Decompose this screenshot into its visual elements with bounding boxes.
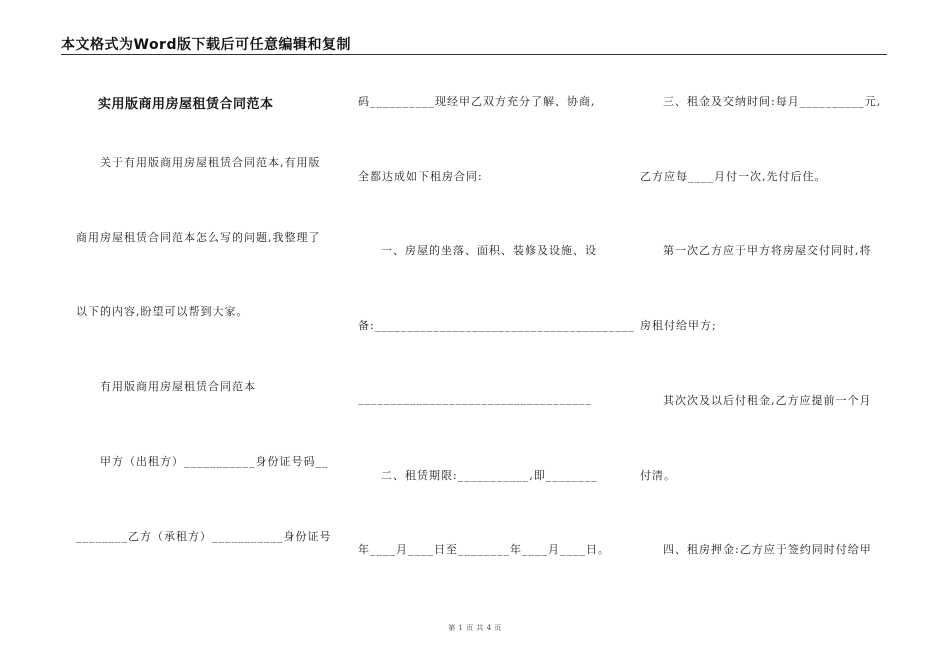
- paragraph-line: 第一次乙方应于甲方将房屋交付同时,将: [663, 244, 872, 257]
- paragraph-line: 其次次及以后付租金,乙方应提前一个月: [663, 394, 872, 407]
- paragraph-line: ____________________________________: [358, 392, 592, 405]
- paragraph-line: 一、房屋的坐落、面积、装修及设施、设: [381, 244, 597, 257]
- paragraph-line: 有用版商用房屋租赁合同范本: [100, 380, 256, 393]
- paragraph-line: 甲方（出租方）___________身份证号码__: [100, 455, 329, 468]
- paragraph-line: 三、租金及交纳时间:每月__________元,: [663, 95, 882, 108]
- paragraph-line: 以下的内容,盼望可以帮到大家。: [76, 305, 249, 318]
- paragraph-line: 二、租赁期限:___________,即________: [381, 469, 598, 482]
- paragraph-line: 年____月____日至________年____月____日。: [358, 543, 610, 556]
- paragraph-line: 码__________现经甲乙双方充分了解、协商,: [358, 95, 596, 108]
- document-title: 实用版商用房屋租赁合同范本: [98, 97, 274, 112]
- paragraph-line: 四、租房押金:乙方应于签约同时付给甲: [663, 543, 872, 556]
- paragraph-line: 备:________________________________________: [358, 319, 635, 332]
- header-notice: 本文格式为Word版下载后可任意编辑和复制: [61, 37, 351, 53]
- paragraph-line: 房租付给甲方;: [640, 319, 717, 332]
- document-header: [61, 34, 887, 55]
- page-number: 第 1 页 共 4 页: [448, 624, 502, 632]
- paragraph-line: 全都达成如下租房合同:: [358, 170, 483, 183]
- paragraph-line: ________乙方（承租方）___________身份证号: [76, 530, 332, 543]
- paragraph-line: 付清。: [640, 469, 676, 482]
- paragraph-line: 乙方应每____月付一次,先付后住。: [640, 170, 827, 183]
- paragraph-line: 关于有用版商用房屋租赁合同范本,有用版: [100, 156, 321, 169]
- paragraph-line: 商用房屋租赁合同范本怎么写的问题,我整理了: [76, 231, 321, 244]
